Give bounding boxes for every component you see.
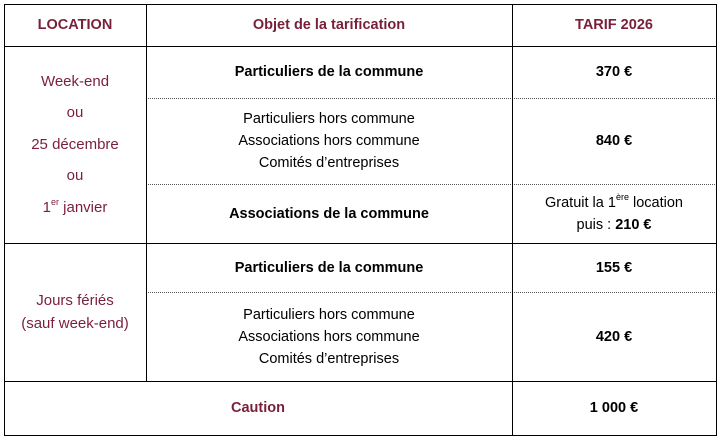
ordinal-suffix: ère	[615, 191, 629, 202]
location-weekend-line: ou	[66, 167, 84, 185]
tarif-cell	[512, 292, 716, 381]
header-objet	[146, 4, 512, 46]
tarif-value: 155 €	[595, 259, 633, 276]
location-feries-line: Jours fériés	[36, 292, 114, 309]
day-number: 1	[42, 198, 51, 216]
header-tarif-label: TARIF 2026	[575, 17, 653, 33]
tarif-text: Gratuit la 1	[545, 194, 616, 211]
header-location	[4, 4, 146, 46]
tarif-value: 840 €	[595, 133, 633, 149]
table-border-right	[716, 4, 717, 436]
tarif-cell	[512, 243, 716, 292]
ordinal-suffix: er	[50, 196, 59, 207]
location-weekend-line: 25 décembre	[31, 135, 119, 153]
objet-label: Particuliers hors commune	[243, 306, 415, 323]
objet-cell	[146, 46, 512, 98]
tarif-cell	[512, 98, 716, 184]
header-tarif	[512, 4, 716, 46]
location-weekend-line: ou	[66, 104, 84, 122]
objet-cell	[146, 184, 512, 243]
objet-label: Comités d’entreprises	[258, 155, 400, 171]
objet-label: Particuliers de la commune	[234, 64, 424, 80]
tarification-table	[4, 4, 717, 436]
caution-label: Caution	[231, 400, 285, 416]
objet-label: Associations de la commune	[229, 205, 429, 222]
tarif-cell	[512, 46, 716, 98]
tarif-cell	[512, 184, 716, 243]
tarif-value: 420 €	[595, 328, 633, 345]
objet-label: Particuliers hors commune	[243, 111, 415, 127]
objet-label: Particuliers de la commune	[234, 259, 424, 276]
header-location-label: LOCATION	[37, 17, 113, 33]
objet-cell	[146, 243, 512, 292]
tarif-text: puis :	[576, 216, 616, 233]
tarif-value: 210 €	[615, 216, 652, 233]
location-weekend-line	[43, 192, 108, 224]
location-weekend-line: Week-end	[40, 72, 110, 90]
caution-value: 1 000 €	[589, 400, 639, 416]
location-feries-line: (sauf week-end)	[21, 315, 129, 332]
tarif-then-line	[577, 214, 652, 236]
objet-cell	[146, 292, 512, 381]
header-objet-label: Objet de la tarification	[252, 17, 406, 33]
month-label: janvier	[59, 198, 108, 216]
tarif-free-line	[545, 192, 683, 214]
tarif-value: 370 €	[595, 64, 633, 80]
tarif-text: location	[628, 194, 683, 211]
objet-label: Associations hors commune	[238, 133, 420, 149]
location-weekend	[4, 46, 146, 243]
objet-label: Associations hors commune	[238, 328, 420, 345]
location-jours-feries	[4, 243, 146, 381]
objet-label: Comités d’entreprises	[258, 350, 400, 367]
objet-cell	[146, 98, 512, 184]
caution-value-cell	[512, 381, 716, 435]
caution-label-cell	[4, 381, 512, 435]
